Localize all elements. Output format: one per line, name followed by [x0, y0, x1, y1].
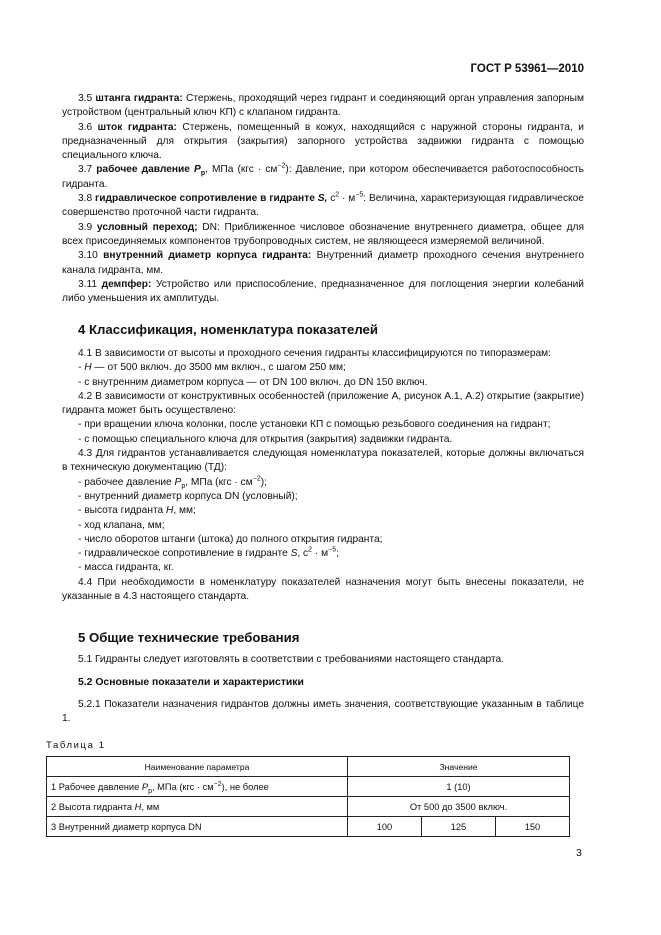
- subsection-5-2-title: 5.2 Основные показатели и характеристики: [78, 677, 304, 688]
- table-row: [47, 777, 570, 797]
- table-header-row: [47, 757, 570, 777]
- header-parameter: Наименование параметра: [47, 757, 348, 777]
- para-4-1-item-1: - Н — от 500 включ. до 3500 мм включ., с шагом 250 мм;: [78, 362, 346, 374]
- table-row: [47, 797, 570, 817]
- definition-3-7: 3.7 рабочее давление $P_р$, МПа $(кгс \cdot см^{-2})$: Давление, при котором обеспечивается работоспособность гидранта.: [62, 163, 584, 190]
- definition-3-10: 3.10 внутренний диаметр корпуса гидранта: Внутренний диаметр проходного сечения внутреннего канала гидранта, мм.: [62, 250, 584, 276]
- para-4-3-item-3: - высота гидранта Н, мм;: [78, 505, 196, 517]
- header-value: Значение: [348, 757, 570, 777]
- row-3-param: 3 Внутренний диаметр корпуса DN: [47, 817, 348, 837]
- para-4-2: 4.2 В зависимости от конструктивных особенностей (приложение А, рисунок А.1, А.2) открытие (закрытие) гидранта может быть осуществлено:: [62, 390, 584, 417]
- para-4-3-item-1: - рабочее давление $P_р$, МПа $(кгс \cdot см^{-2})$;: [78, 475, 267, 490]
- para-5-1-block: [62, 653, 584, 667]
- para-4-3-item-2: - внутренний диаметр корпуса DN (условный);: [78, 490, 298, 502]
- para-4-3: 4.3 Для гидрантов устанавливается следующая номенклатура показателей, которые должны включаться в техническую документацию (ТД):: [62, 448, 584, 474]
- para-4-3-item-6: - гидравлическое сопротивление в гидранте S, $с^2 \cdot м^{-5}$;: [78, 546, 339, 560]
- definition-3-6: 3.6 шток гидранта: Стержень, помещенный в кожух, находящийся с наружной стороны гидранта, и предназначенный для открытия (закрытия) запорного устройства задвижки гидранта с помощью специального ключа.: [62, 121, 584, 162]
- para-4-4: 4.4 При необходимости в номенклатуру показателей назначения могут быть внесены показатели, не указанные в 4.3 настоящего стандарта.: [62, 576, 584, 603]
- para-4-2-item-2: - с помощью специального ключа для открытия (закрытия) задвижки гидранта.: [78, 433, 453, 445]
- section-4-title: 4 Классификация, номенклатура показателей: [78, 322, 378, 337]
- page-number: 3: [576, 847, 582, 859]
- para-4-1: 4.1 В зависимости от высоты и проходного сечения гидранты классифицируются по типоразмерам:: [78, 348, 552, 359]
- para-5-1: 5.1 Гидранты следует изготовлять в соответствии с требованиями настоящего стандарта.: [78, 654, 505, 665]
- parameters-table: [46, 756, 570, 837]
- row-3-value-1: 100: [348, 817, 422, 837]
- section-4-body: [62, 347, 584, 604]
- row-3-value-3: 150: [495, 817, 569, 837]
- row-2-param: 2 Высота гидранта Н, мм: [47, 797, 348, 817]
- para-4-1-item-2: - с внутренним диаметром корпуса — от DN 100 включ. до DN 150 включ.: [78, 376, 428, 388]
- definition-3-5: 3.5 штанга гидранта: Стержень, проходящий через гидрант и соединяющий орган управления запорным устройством (центральный ключ КП) с клапаном гидранта.: [62, 93, 584, 119]
- definition-3-8: 3.8 гидравлическое сопротивление в гидранте S, $с^2 \cdot м^{-5}$: Величина, характеризующая гидравлическое совершенство проточной части гидранта.: [62, 191, 584, 219]
- definitions-block: [62, 92, 584, 306]
- para-4-3-item-7: - масса гидранта, кг.: [78, 562, 174, 574]
- para-5-2-1-block: [62, 698, 584, 727]
- definition-3-9: 3.9 условный переход; DN: Приближенное числовое обозначение внутреннего диаметра, общее для всех присоединяемых компонентов трубопроводных систем, не являющееся измеряемой величиной.: [62, 221, 584, 247]
- standard-number: ГОСТ Р 53961—2010: [470, 63, 584, 75]
- row-1-param: 1 Рабочее давление $P_р$, МПа $(кгс \cdot см^{-2})$, не более: [47, 777, 348, 797]
- para-4-3-item-4: - ход клапана, мм;: [78, 519, 165, 531]
- section-5-title: 5 Общие технические требования: [78, 630, 300, 645]
- para-4-2-item-1: - при вращении ключа колонки, после установки КП с помощью резьбового соединения на гидрант;: [78, 419, 551, 431]
- row-3-value-2: 125: [421, 817, 495, 837]
- definition-3-11: 3.11 демпфер: Устройство или приспособление, предназначенное для поглощения энергии колебаний либо уменьшения их амплитуды.: [62, 278, 585, 305]
- table-caption: Таблица 1: [46, 740, 106, 751]
- row-2-value: От 500 до 3500 включ.: [348, 797, 570, 817]
- table-row: [47, 817, 570, 837]
- para-4-3-item-5: - число оборотов штанги (штока) до полного открытия гидранта;: [78, 533, 383, 545]
- row-1-value: 1 (10): [348, 777, 570, 797]
- para-5-2-1: 5.2.1 Показатели назначения гидрантов должны иметь значения, соответствующие указанным в таблице 1.: [62, 699, 584, 725]
